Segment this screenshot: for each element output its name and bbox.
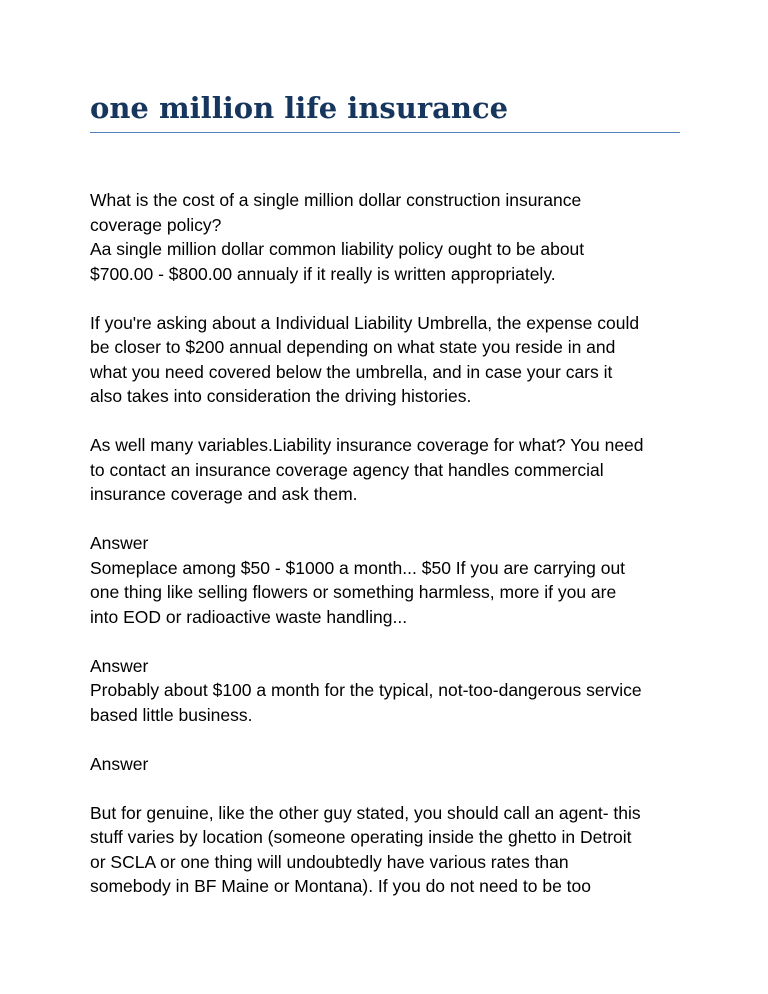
text-line: Aa single million dollar common liability policy ought to be about [90,239,585,259]
answer-heading: Answer [90,655,149,676]
document-body [90,188,690,923]
text-line: be closer to $200 annual depending on what state you reside in and [90,337,616,357]
paragraph-umbrella [90,311,690,409]
paragraph-answer-1 [90,531,690,629]
text-line: insurance coverage and ask them. [90,484,358,504]
text-line: based little business. [90,704,253,725]
text-line: also takes into consideration the driving histories. [90,386,472,406]
text-line: coverage policy? [90,214,222,235]
text-line: one thing like selling flowers or something harmless, more if you are [90,582,617,602]
text-line: $700.00 - $800.00 annualy if it really is written appropriately. [90,263,556,284]
answer-heading: Answer [90,533,149,553]
paragraph-answer-3 [90,752,690,777]
title-underline [90,132,680,133]
text-line: Probably about $100 a month for the typical, not-too-dangerous service [90,680,642,700]
text-line: or SCLA or one thing will undoubtedly have various rates than [90,851,569,872]
text-line: somebody in BF Maine or Montana). If you do not need to be too [90,876,591,896]
paragraph-agent [90,801,690,899]
paragraph-cost-question [90,188,690,286]
text-line: what you need covered below the umbrella, and in case your cars it [90,361,613,382]
text-line: But for genuine, like the other guy stated, you should call an agent- this [90,802,641,823]
text-line: Someplace among $50 - $1000 a month... $50 If you are carrying out [90,557,626,578]
document-title: one million life insurance [90,91,509,125]
paragraph-variables [90,433,690,507]
text-line: to contact an insurance coverage agency that handles commercial [90,459,604,480]
text-line: As well many variables.Liability insurance coverage for what? You need [90,435,644,455]
text-line: stuff varies by location (someone operating inside the ghetto in Detroit [90,827,632,847]
paragraph-answer-2 [90,654,690,728]
text-line: What is the cost of a single million dollar construction insurance [90,190,582,210]
answer-heading: Answer [90,753,149,774]
text-line: If you're asking about a Individual Liability Umbrella, the expense could [90,312,640,333]
text-line: into EOD or radioactive waste handling... [90,606,408,627]
